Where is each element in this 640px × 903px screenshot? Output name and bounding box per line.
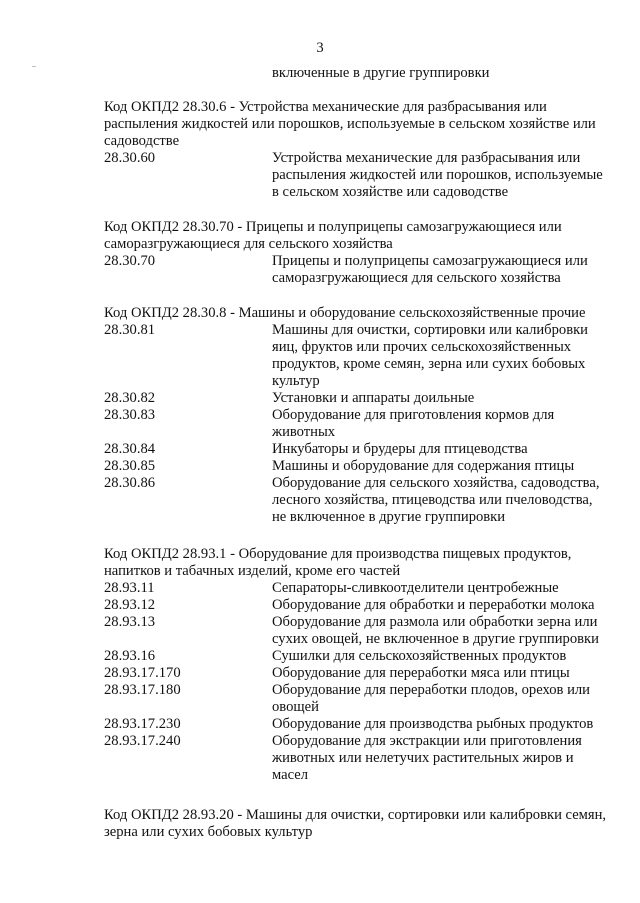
list-item (104, 580, 614, 597)
item-code: 28.93.17.240 (104, 733, 181, 749)
item-description: Сепараторы-сливкоотделители центробежные (272, 580, 559, 596)
section-28-93-20 (104, 807, 614, 841)
list-item (104, 716, 614, 733)
item-description: Оборудование для экстракции или приготовления животных или нелетучих растительных жиров и масел (272, 733, 582, 783)
item-description: Инкубаторы и брудеры для птицеводства (272, 441, 528, 457)
item-code: 28.93.11 (104, 580, 155, 596)
section-28-93-1 (104, 546, 614, 784)
section-28-30-8 (104, 305, 614, 526)
item-code: 28.93.13 (104, 614, 156, 630)
item-code: 28.30.86 (104, 475, 156, 491)
item-description: Установки и аппараты доильные (272, 390, 475, 406)
item-code: 28.30.85 (104, 458, 156, 474)
item-description: Оборудование для приготовления кормов для животных (272, 407, 555, 440)
list-item (104, 665, 614, 682)
continuation-text: включенные в другие группировки (272, 65, 490, 81)
section-28-30-70 (104, 219, 614, 287)
section-heading: Код ОКПД2 28.93.1 - Оборудование для производства пищевых продуктов, напитков и табачных изделий, кроме его частей (104, 546, 572, 579)
item-description: Машины для очистки, сортировки или калибровки яиц, фруктов или прочих сельскохозяйственных продуктов, кроме семян, зерна или сухих бобовых культур (272, 322, 588, 389)
item-description: Оборудование для сельского хозяйства, садоводства, лесного хозяйства, птицеводства или пчеловодства, не включенное в другие группировки (272, 475, 600, 525)
item-description: Оборудование для переработки мяса или птицы (272, 665, 570, 681)
section-heading: Код ОКПД2 28.30.6 - Устройства механические для разбрасывания или распыления жидкостей или порошков, используемые в сельском хозяйстве или садоводстве (104, 99, 596, 149)
list-item (104, 682, 614, 716)
item-description: Прицепы и полуприцепы самозагружающиеся или саморазгружающиеся для сельского хозяйства (272, 253, 588, 286)
item-code: 28.30.84 (104, 441, 156, 457)
list-item (104, 458, 614, 475)
item-code: 28.30.82 (104, 390, 156, 406)
list-item (104, 475, 614, 526)
list-item (104, 597, 614, 614)
item-code: 28.30.81 (104, 322, 156, 338)
item-description: Оборудование для производства рыбных продуктов (272, 716, 594, 732)
section-heading: Код ОКПД2 28.30.70 - Прицепы и полуприцепы самозагружающиеся или саморазгружающиеся для сельского хозяйства (104, 219, 562, 252)
item-code: 28.93.17.230 (104, 716, 181, 732)
section-heading: Код ОКПД2 28.93.20 - Машины для очистки, сортировки или калибровки семян, зерна или сухих бобовых культур (104, 807, 607, 840)
item-description: Машины и оборудование для содержания птицы (272, 458, 575, 474)
item-code: 28.30.60 (104, 150, 156, 166)
list-item (104, 390, 614, 407)
item-description: Оборудование для обработки и переработки молока (272, 597, 595, 613)
item-code: 28.93.17.170 (104, 665, 181, 681)
item-description: Оборудование для размола или обработки зерна или сухих овощей, не включенное в другие группировки (272, 614, 599, 647)
item-code: 28.93.17.180 (104, 682, 181, 698)
item-code: 28.93.16 (104, 648, 156, 664)
item-code: 28.30.70 (104, 253, 156, 269)
list-item (104, 648, 614, 665)
list-item (104, 322, 614, 390)
list-item (104, 407, 614, 441)
item-description: Устройства механические для разбрасывания или распыления жидкостей или порошков, используемые в сельском хозяйстве или садоводстве (272, 150, 603, 200)
list-item (104, 253, 614, 287)
item-description: Сушилки для сельскохозяйственных продуктов (272, 648, 567, 664)
item-code: 28.93.12 (104, 597, 156, 613)
corner-marks: .. (32, 60, 36, 69)
item-code: 28.30.83 (104, 407, 156, 423)
list-item (104, 441, 614, 458)
item-description: Оборудование для переработки плодов, орехов или овощей (272, 682, 590, 715)
list-item (104, 733, 614, 784)
list-item (104, 614, 614, 648)
list-item (104, 150, 614, 201)
section-heading: Код ОКПД2 28.30.8 - Машины и оборудование сельскохозяйственные прочие (104, 305, 586, 321)
section-28-30-6 (104, 99, 614, 201)
page-number: 3 (316, 40, 324, 56)
